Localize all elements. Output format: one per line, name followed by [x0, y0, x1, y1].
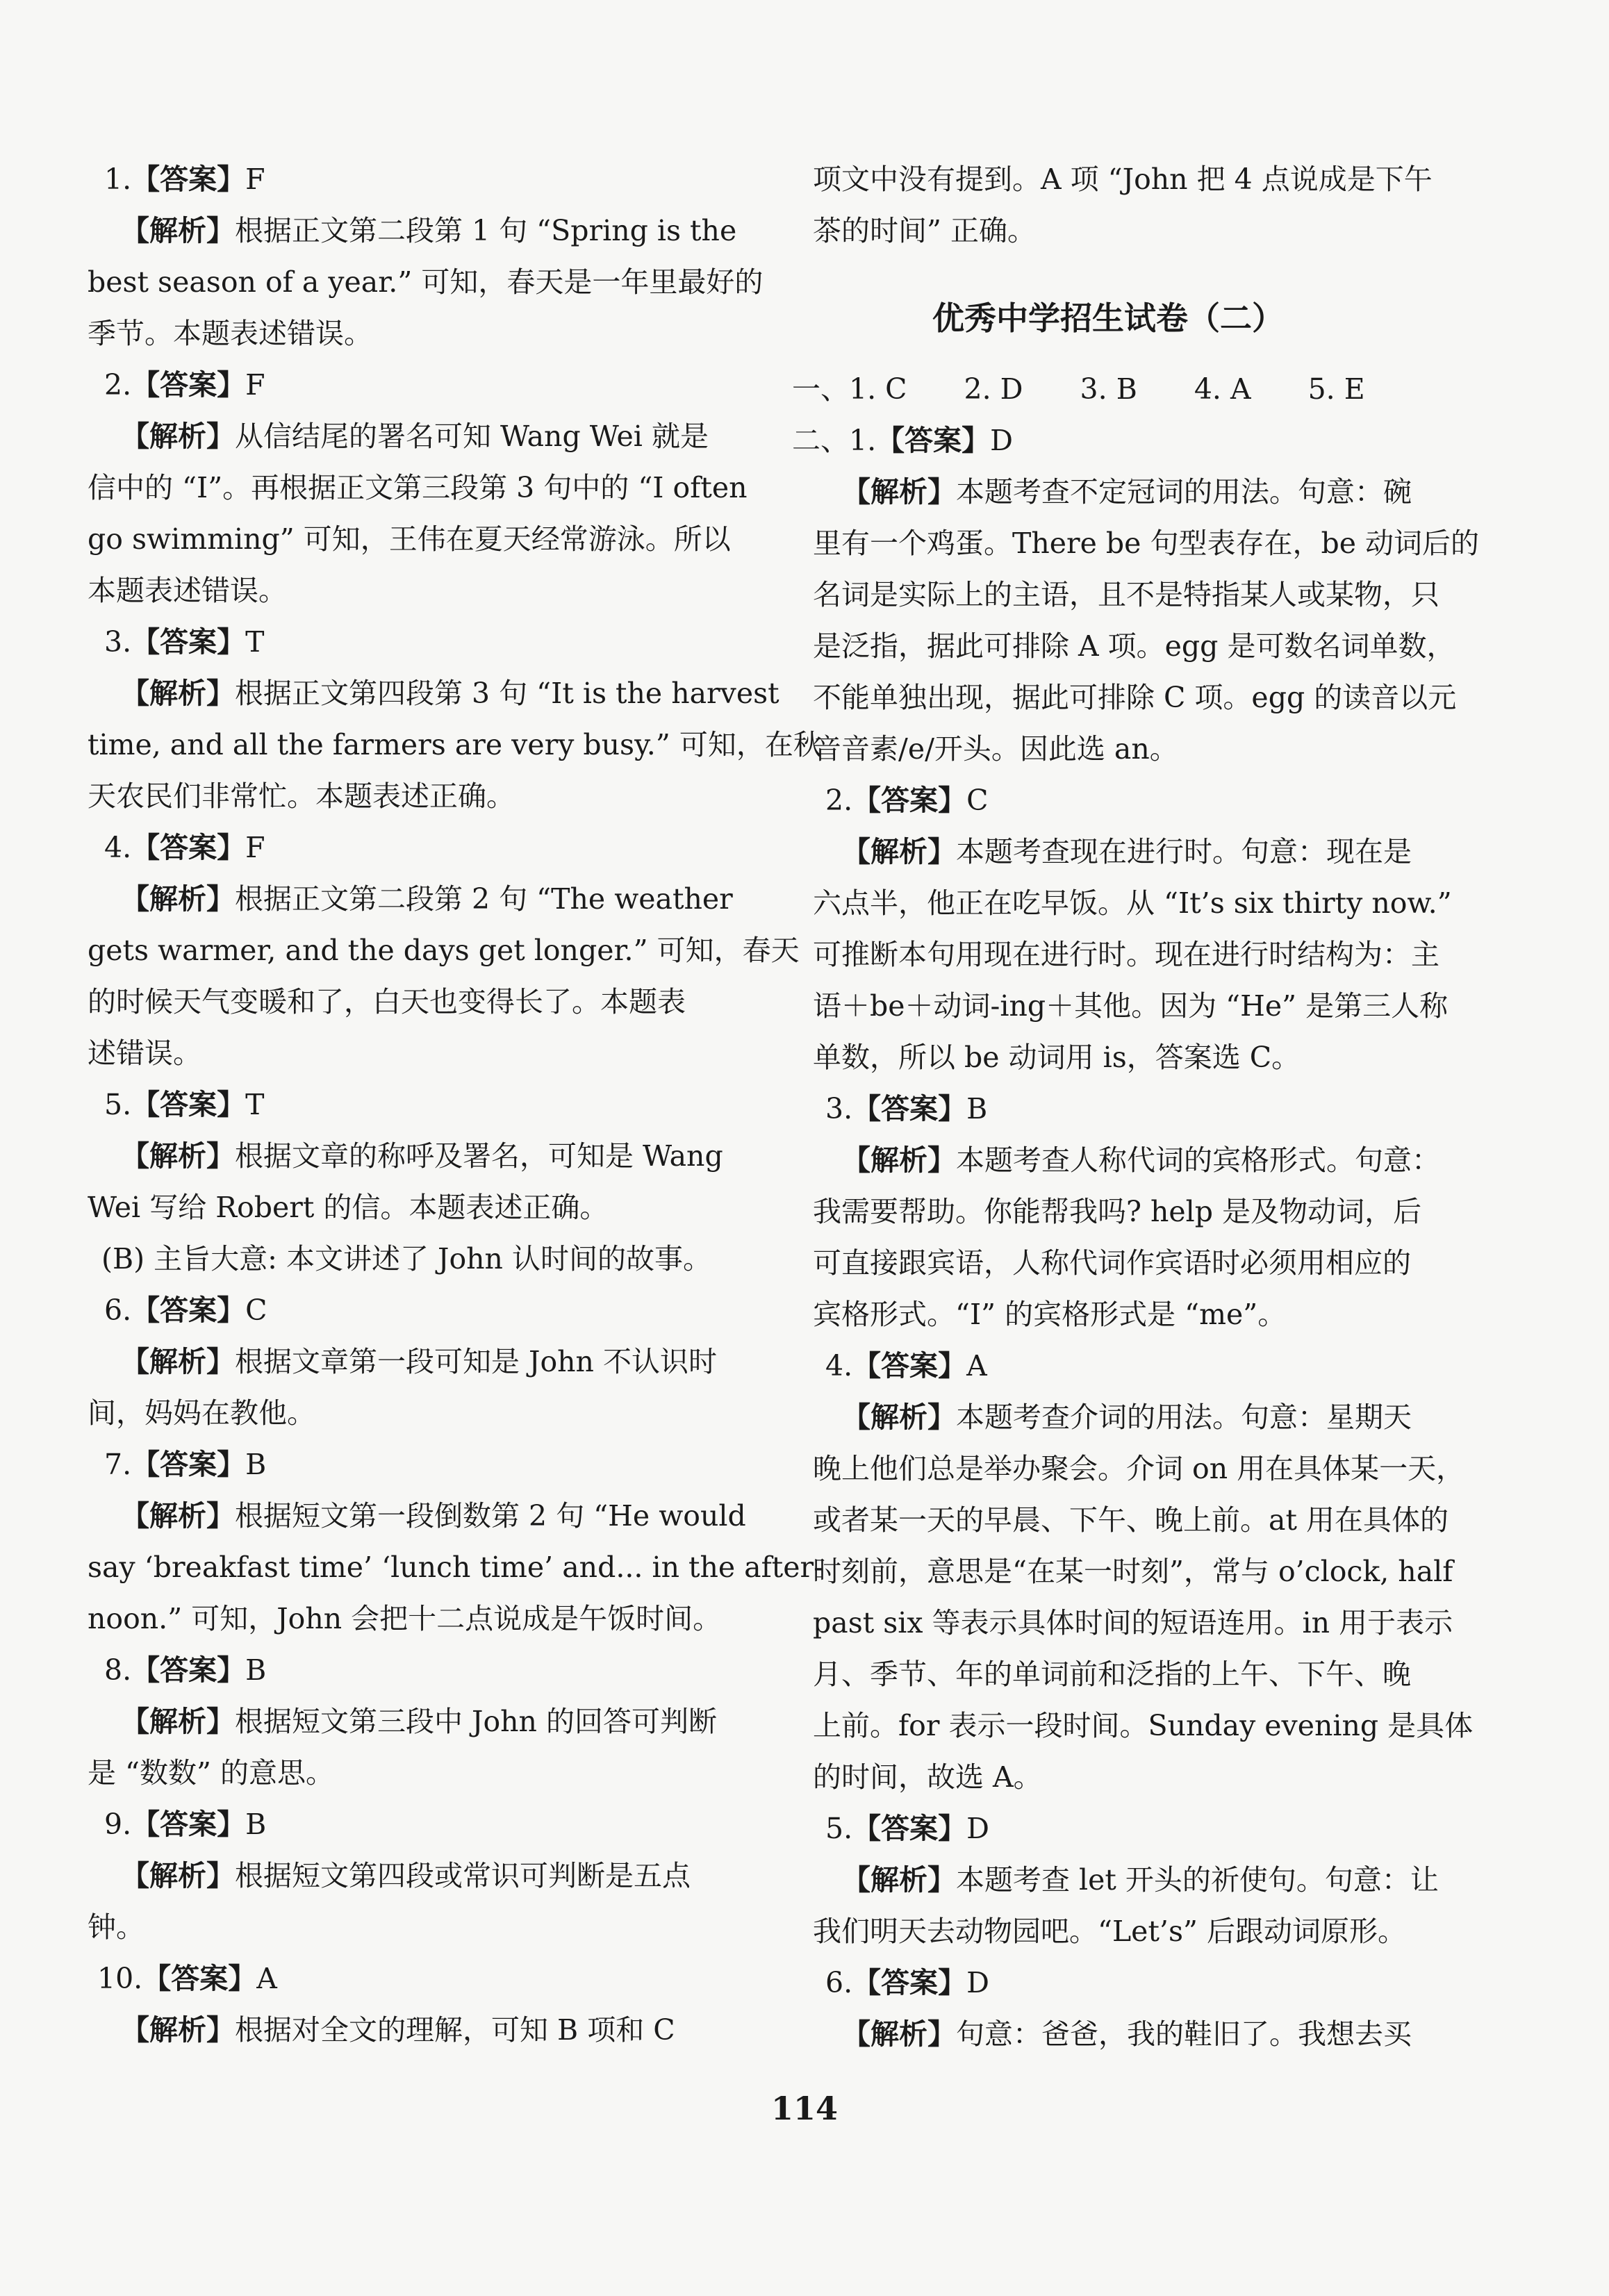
text-line: 语＋be＋动词-ing＋其他。因为 “He” 是第三人称 — [813, 989, 1449, 1023]
text-line: 时刻前，意思是“在某一时刻”，常与 o’clock, half — [813, 1555, 1453, 1588]
text-line: 里有一个鸡蛋。There be 句型表存在，be 动词后的 — [813, 527, 1479, 560]
text-line: 天农民们非常忙。本题表述正确。 — [88, 779, 515, 813]
page-number: 114 — [770, 2090, 839, 2127]
q9-answer: 9.【答案】B — [104, 1808, 267, 1841]
text-line: 可推断本句用现在进行时。现在进行时结构为：主 — [813, 938, 1439, 971]
text-line: 或者某一天的早晨、下午、晚上前。at 用在具体的 — [813, 1503, 1449, 1537]
text-line: 的时候天气变暖和了，白天也变得长了。本题表 — [88, 985, 686, 1018]
text-line: 单数，所以 be 动词用 is，答案选 C。 — [813, 1041, 1301, 1074]
q6-answer: 6.【答案】C — [104, 1294, 267, 1327]
q6-answer: 6.【答案】D — [825, 1966, 989, 1999]
text-line: 的时间，故选 A。 — [813, 1760, 1042, 1794]
q6-analysis: 【解析】句意：爸爸，我的鞋旧了。我想去买 — [842, 2017, 1412, 2051]
text-line: past six 等表示具体时间的短语连用。in 用于表示 — [813, 1606, 1453, 1640]
q4-answer: 4.【答案】A — [825, 1349, 987, 1382]
q1-answer: 1.【答案】F — [104, 163, 265, 196]
text-line: 音音素/e/开头。因此选 an。 — [813, 732, 1178, 766]
q10-answer: 10.【答案】A — [97, 1962, 277, 1995]
text-line: 是泛指，据此可排除 A 项。egg 是可数名词单数， — [813, 629, 1455, 663]
text-line: best season of a year.” 可知，春天是一年里最好的 — [88, 265, 764, 299]
text-line: gets warmer, and the days get longer.” 可知，春天 — [88, 934, 800, 967]
text-line: 不能单独出现，据此可排除 C 项。egg 的读音以元 — [813, 681, 1457, 714]
text-line: 上前。for 表示一段时间。Sunday evening 是具体 — [813, 1709, 1474, 1742]
q3-analysis: 【解析】根据正文第四段第 3 句 “It is the harvest — [121, 677, 779, 710]
q3-answer: 3.【答案】T — [104, 625, 265, 659]
text-line: noon.” 可知，John 会把十二点说成是午饭时间。 — [88, 1602, 722, 1635]
text-line: 本题表述错误。 — [88, 574, 287, 607]
text-line: 晚上他们总是举办聚会。介词 on 用在具体某一天， — [813, 1452, 1465, 1485]
q9-analysis: 【解析】根据短文第四段或常识可判断是五点 — [121, 1859, 691, 1892]
text-line: 是 “数数” 的意思。 — [88, 1756, 334, 1790]
q7-analysis: 【解析】根据短文第一段倒数第 2 句 “He would — [121, 1499, 746, 1533]
q5-analysis: 【解析】根据文章的称呼及署名，可知是 Wang — [121, 1139, 723, 1173]
q5-answer: 5.【答案】T — [104, 1088, 265, 1121]
q10-analysis: 【解析】根据对全文的理解，可知 B 项和 C — [121, 2013, 675, 2047]
text-line: 我们明天去动物园吧。“Let’s” 后跟动词原形。 — [813, 1915, 1406, 1948]
q7-answer: 7.【答案】B — [104, 1448, 267, 1481]
text-line: Wei 写给 Robert 的信。本题表述正确。 — [88, 1191, 609, 1224]
text-line: 月、季节、年的单词前和泛指的上午、下午、晚 — [813, 1658, 1411, 1691]
text-line: 名词是实际上的主语，且不是特指某人或某物，只 — [813, 578, 1439, 611]
q4-answer: 4.【答案】F — [104, 831, 265, 864]
q2-analysis: 【解析】本题考查现在进行时。句意：现在是 — [842, 835, 1412, 868]
section-b-summary: (B) 主旨大意: 本文讲述了 John 认时间的故事。 — [101, 1242, 711, 1275]
text-line: 信中的 “I”。再根据正文第三段第 3 句中的 “I often — [88, 471, 748, 504]
text-line: 钟。 — [88, 1910, 145, 1944]
q2-answer: 2.【答案】C — [825, 784, 989, 817]
text-line: 间，妈妈在教他。 — [88, 1396, 315, 1430]
text-line: 宾格形式。“I” 的宾格形式是 “me”。 — [813, 1298, 1287, 1331]
part1-answers: 一、1. C 2. D 3. B 4. A 5. E — [792, 372, 1365, 406]
q1-analysis: 【解析】根据正文第二段第 1 句 “Spring is the — [121, 214, 737, 247]
text-line: 述错误。 — [88, 1036, 201, 1070]
text-line: go swimming” 可知，王伟在夏天经常游泳。所以 — [88, 522, 731, 556]
q6-analysis: 【解析】根据文章第一段可知是 John 不认识时 — [121, 1345, 717, 1378]
q3-analysis: 【解析】本题考查人称代词的宾格形式。句意： — [842, 1143, 1440, 1177]
q3-answer: 3.【答案】B — [825, 1092, 988, 1125]
text-line: 茶的时间” 正确。 — [813, 214, 1036, 247]
q2-answer: 2.【答案】F — [104, 368, 265, 402]
text-line: 项文中没有提到。A 项 “John 把 4 点说成是下午 — [813, 163, 1433, 196]
q2-analysis: 【解析】从信结尾的署名可知 Wang Wei 就是 — [121, 420, 709, 453]
q1-analysis: 【解析】本题考查不定冠词的用法。句意：碗 — [842, 475, 1412, 509]
part2-q1-answer: 二、1.【答案】D — [792, 424, 1013, 457]
q5-answer: 5.【答案】D — [825, 1812, 989, 1845]
text-line: 可直接跟宾语，人称代词作宾语时必须用相应的 — [813, 1246, 1411, 1280]
q5-analysis: 【解析】本题考查 let 开头的祈使句。句意：让 — [842, 1863, 1439, 1897]
section-title: 优秀中学招生试卷（二） — [932, 299, 1284, 337]
q8-analysis: 【解析】根据短文第三段中 John 的回答可判断 — [121, 1705, 717, 1738]
q8-answer: 8.【答案】B — [104, 1653, 267, 1687]
q4-analysis: 【解析】本题考查介词的用法。句意：星期天 — [842, 1401, 1412, 1434]
text-line: 季节。本题表述错误。 — [88, 317, 372, 350]
text-line: say ‘breakfast time’ ‘lunch time’ and... in the after- — [88, 1551, 823, 1584]
text-line: 我需要帮助。你能帮我吗? help 是及物动词，后 — [813, 1195, 1422, 1228]
text-line: 六点半，他正在吃早饭。从 “It’s six thirty now.” — [813, 886, 1452, 920]
text-line: time, and all the farmers are very busy.” 可知，在秋 — [88, 728, 822, 761]
q4-analysis: 【解析】根据正文第二段第 2 句 “The weather — [121, 882, 733, 916]
